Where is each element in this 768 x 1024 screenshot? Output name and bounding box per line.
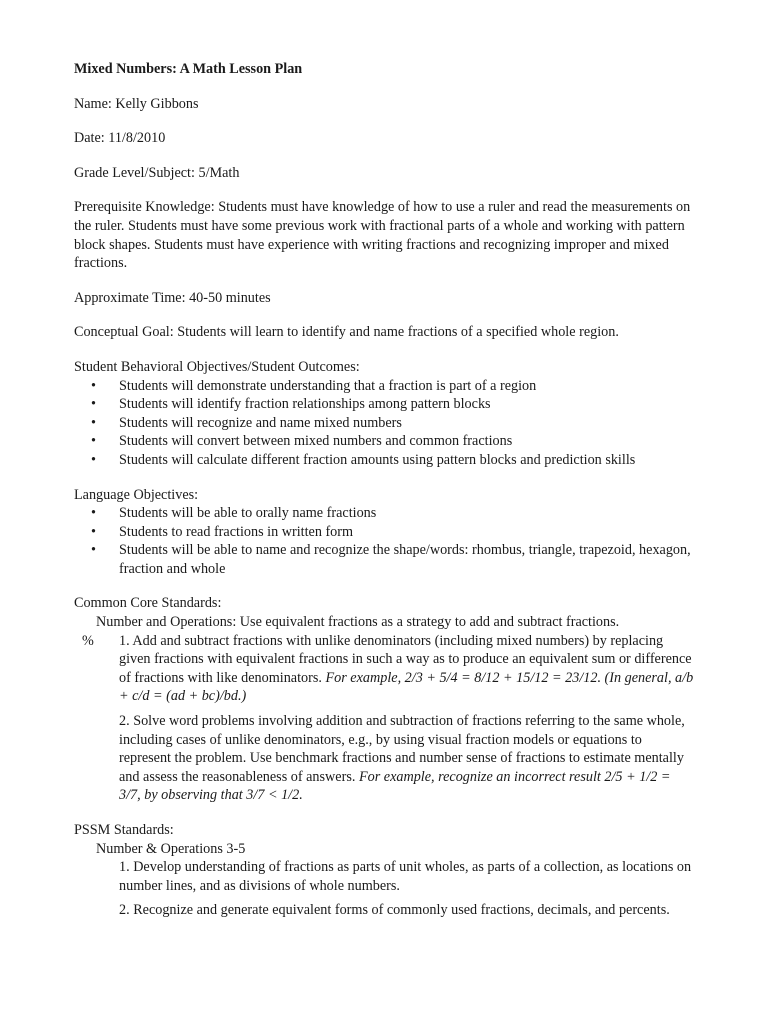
bullet-icon: • [91, 451, 96, 468]
document-title: Mixed Numbers: A Math Lesson Plan [74, 61, 303, 77]
lesson-plan-document [74, 60, 694, 920]
pssm-heading: PSSM Standards: [74, 822, 174, 838]
objectives-heading: Student Behavioral Objectives/Student Outcomes: [74, 358, 360, 375]
conceptual-goal: Conceptual Goal: Students will learn to identify and name fractions of a specified whole region. [74, 324, 619, 341]
list-item: • Students will identify fraction relationships among pattern blocks [91, 396, 491, 413]
common-core-standard-1: % 1. Add and subtract fractions with unlike denominators (including mixed numbers) by replacing given fractions with equivalent fractions in such a way as to produce an equivalent sum or difference of fractions with like denominators. For example, 2/3 + 5/4 = 8/12 + 15/12 = 23/12. (In general, a/b + c/d = (ad + bc)/bd.) [82, 632, 694, 705]
common-core-subheading: Number and Operations: Use equivalent fractions as a strategy to add and subtract fractions. [96, 614, 620, 631]
lesson-date: Date: 11/8/2010 [74, 130, 166, 147]
list-item: • Students will be able to name and recognize the shape/words: rhombus, triangle, trapezoid, hexagon, fraction and whole [91, 542, 691, 577]
list-item: • Students will be able to orally name fractions [91, 505, 377, 522]
approximate-time: Approximate Time: 40-50 minutes [74, 289, 271, 306]
list-item: • Students will convert between mixed numbers and common fractions [91, 433, 513, 450]
common-core-standard-2: 2. Solve word problems involving addition and subtraction of fractions referring to the same whole, including cases of unlike denominators, e.g., by using visual fraction models or equations to represent the problem. Use benchmark fractions and number sense of fractions to estimate mentally and assess the reasonableness of answers. For example, recognize an incorrect result 2/5 + 1/2 = 3/7, by observing that 3/7 < 1/2. [119, 713, 685, 804]
pssm-standard-1: 1. Develop understanding of fractions as parts of unit wholes, as parts of a collection, as locations on number lines, and as divisions of whole numbers. [119, 859, 692, 894]
pssm-standard-2: 2. Recognize and generate equivalent forms of commonly used fractions, decimals, and percents. [119, 902, 670, 919]
pssm-subheading: Number & Operations 3-5 [96, 840, 246, 857]
teacher-name: Name: Kelly Gibbons [74, 95, 199, 112]
bullet-icon: • [91, 396, 96, 413]
bullet-icon: • [91, 505, 96, 522]
common-core-heading: Common Core Standards: [74, 595, 222, 612]
list-item: • Students will calculate different fraction amounts using pattern blocks and prediction skills [91, 451, 636, 468]
list-item: • Students will demonstrate understanding that a fraction is part of a region [91, 377, 537, 394]
bullet-icon: • [91, 433, 96, 450]
list-item: • Students to read fractions in written form [91, 523, 354, 540]
bullet-icon: • [91, 377, 96, 394]
grade-level: Grade Level/Subject: 5/Math [74, 164, 240, 181]
language-objectives-list [74, 504, 694, 578]
list-item: • Students will recognize and name mixed numbers [91, 414, 402, 431]
language-objectives-heading: Language Objectives: [74, 486, 199, 503]
prerequisite-knowledge: Prerequisite Knowledge: Students must have knowledge of how to use a ruler and read the measurements on the ruler. Students must have some previous work with fractional parts of a whole and working with pattern block shapes. Students must have experience with writing fractions and recognizing improper and mixed fractions. [74, 199, 691, 272]
bullet-icon: • [91, 542, 96, 559]
objectives-list [74, 377, 694, 470]
bullet-icon: • [91, 523, 96, 540]
bullet-icon: • [91, 414, 96, 431]
percent-marker-icon: % [82, 632, 94, 649]
